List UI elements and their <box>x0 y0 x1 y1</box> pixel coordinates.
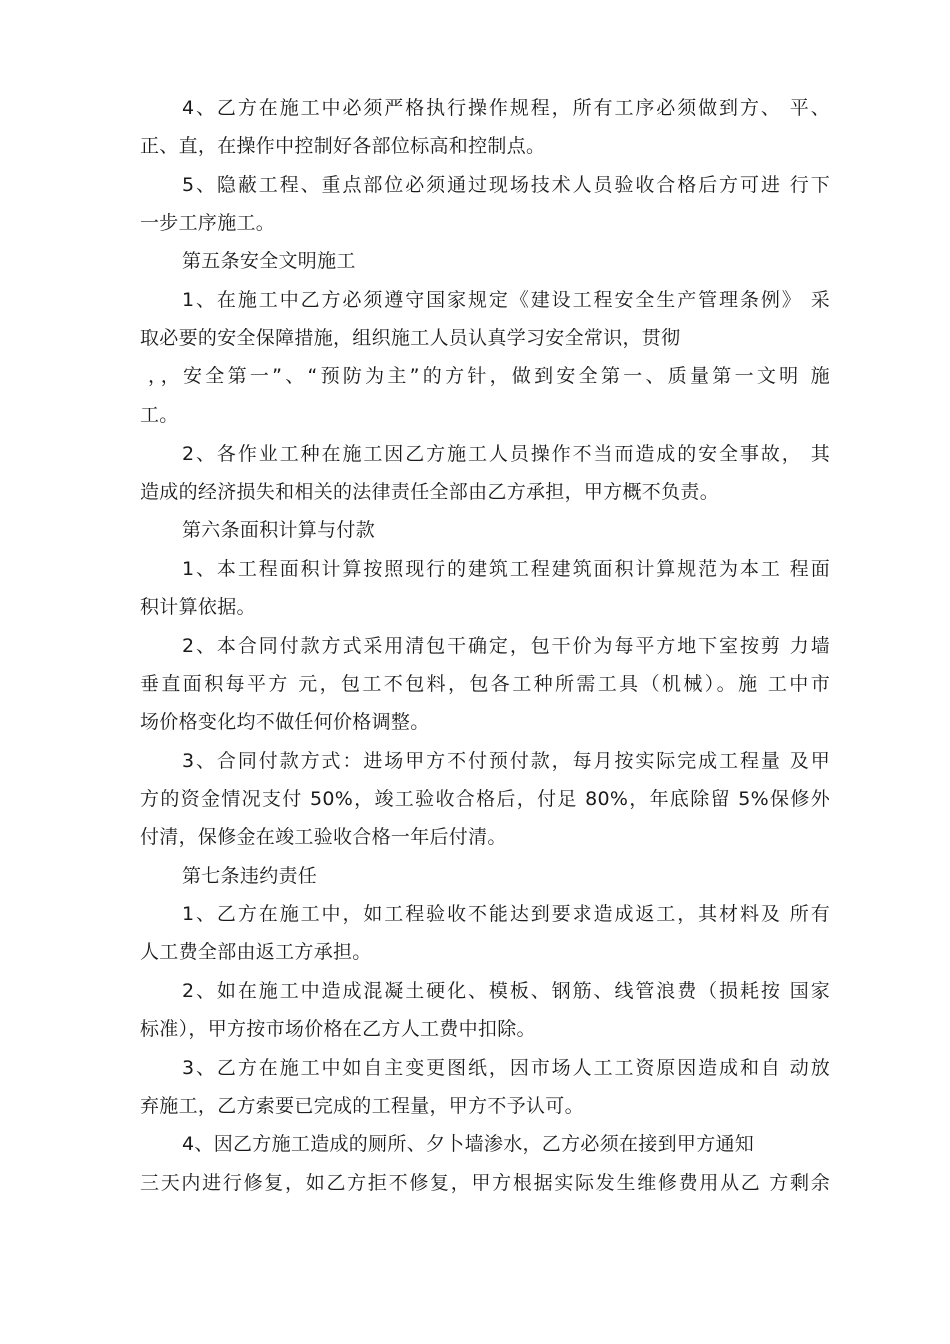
paragraph-line: 1、在施工中乙方必须遵守国家规定《建设工程安全生产管理条例》 采 <box>182 289 830 311</box>
paragraph-line: 工。 <box>140 404 179 426</box>
paragraph-line: 2、如在施工中造成混凝土硬化、模板、钢筋、线管浪费（损耗按 国家 <box>182 980 830 1002</box>
paragraph-line: 场价格变化均不做任何价格调整。 <box>140 711 430 733</box>
paragraph-line: 方的资金情况支付 50%，竣工验收合格后，付足 80%，年底除留 5%保修外 <box>140 788 830 810</box>
paragraph-line: 人工费全部由返工方承担。 <box>140 941 372 963</box>
paragraph-line: 2、本合同付款方式采用清包干确定，包干价为每平方地下室按剪 力墙 <box>182 635 830 657</box>
paragraph-line: 取必要的安全保障措施，组织施工人员认真学习安全常识，贯彻 <box>140 327 681 349</box>
paragraph-line: 三天内进行修复，如乙方拒不修复，甲方根据实际发生维修费用从乙 方剩余 <box>140 1172 830 1194</box>
section-heading: 第七条违约责任 <box>182 865 318 887</box>
paragraph-line: 一步工序施工。 <box>140 212 276 234</box>
paragraph-line: 积计算依据。 <box>140 596 256 618</box>
paragraph-line: 付清，保修金在竣工验收合格一年后付清。 <box>140 826 507 848</box>
paragraph-line: 标准），甲方按市场价格在乙方人工费中扣除。 <box>140 1018 536 1040</box>
paragraph-line: 垂直面积每平方 元，包工不包料，包各工种所需工具（机械）。施 工中市 <box>140 673 830 695</box>
paragraph-line: 4、乙方在施工中必须严格执行操作规程，所有工序必须做到方、 平、 <box>182 97 830 119</box>
paragraph-line: 1、乙方在施工中，如工程验收不能达到要求造成返工，其材料及 所有 <box>182 903 830 925</box>
paragraph-line: 5、隐蔽工程、重点部位必须通过现场技术人员验收合格后方可进 行下 <box>182 174 830 196</box>
paragraph-line: 1、本工程面积计算按照现行的建筑工程建筑面积计算规范为本工 程面 <box>182 558 830 580</box>
paragraph-line: 3、合同付款方式：进场甲方不付预付款，每月按实际完成工程量 及甲 <box>182 750 830 772</box>
paragraph-line: 3、乙方在施工中如自主变更图纸，因市场人工工资原因造成和自 动放 <box>182 1057 830 1079</box>
paragraph-line: 造成的经济损失和相关的法律责任全部由乙方承担，甲方概不负责。 <box>140 481 720 503</box>
paragraph-line: ，，安全第一”、“预防为主”的方针，做到安全第一、质量第一文明 施 <box>148 365 830 387</box>
section-heading: 第六条面积计算与付款 <box>182 519 376 541</box>
paragraph-line: 正、直，在操作中控制好各部位标高和控制点。 <box>140 135 546 157</box>
section-heading: 第五条安全文明施工 <box>182 250 356 272</box>
paragraph-line: 4、因乙方施工造成的厕所、夕卜墙渗水，乙方必须在接到甲方通知 <box>182 1133 755 1155</box>
paragraph-line: 弃施工，乙方索要已完成的工程量，甲方不予认可。 <box>140 1095 584 1117</box>
paragraph-line: 2、各作业工种在施工因乙方施工人员操作不当而造成的安全事故， 其 <box>182 443 830 465</box>
